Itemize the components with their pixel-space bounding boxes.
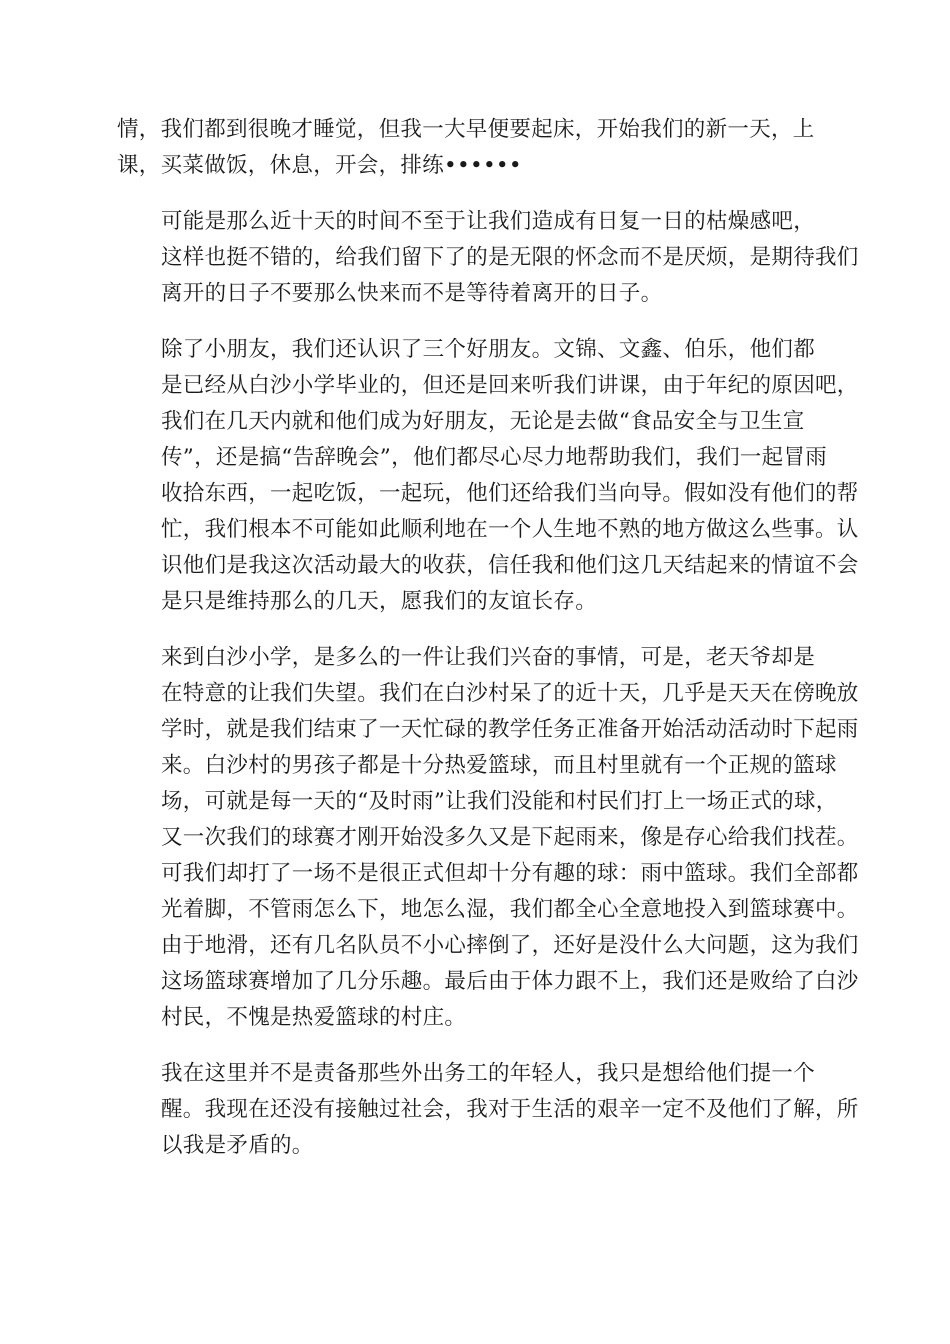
text-line: 以我是矛盾的。 — [161, 1133, 314, 1158]
text-line: 在特意的让我们失望。我们在白沙村呆了的近十天，几乎是天天在傍晚放 — [161, 681, 859, 706]
text-line: 光着脚，不管雨怎么下，地怎么湿，我们都全心全意地投入到篮球赛中。 — [161, 897, 859, 922]
text-line: 村民，不愧是热爱篮球的村庄。 — [161, 1005, 467, 1030]
text-line: 醒。我现在还没有接触过社会，我对于生活的艰辛一定不及他们了解，所 — [161, 1097, 859, 1122]
text-line: 是只是维持那么的几天，愿我们的友谊长存。 — [161, 589, 598, 614]
text-line: 学时，就是我们结束了一天忙碌的教学任务正准备开始活动活动时下起雨 — [161, 717, 859, 742]
text-line: 我们在几天内就和他们成为好朋友，无论是去做“食品安全与卫生宣 — [161, 409, 805, 434]
text-line: 由于地滑，还有几名队员不小心摔倒了，还好是没什么大问题，这为我们 — [161, 933, 859, 958]
text-line: 场，可就是每一天的“及时雨”让我们没能和村民们打上一场正式的球， — [161, 789, 838, 814]
paragraph-3 — [117, 332, 859, 620]
text-line: 来。白沙村的男孩子都是十分热爱篮球，而且村里就有一个正规的篮球 — [161, 753, 837, 778]
text-line: 识他们是我这次活动最大的收获，信任我和他们这几天结起来的情谊不会 — [161, 553, 859, 578]
paragraph-2 — [117, 204, 859, 312]
text-line: 这样也挺不错的，给我们留下了的是无限的怀念而不是厌烦，是期待我们 — [161, 245, 859, 270]
text-line: 来到白沙小学，是多么的一件让我们兴奋的事情，可是，老天爷却是 — [161, 645, 816, 670]
text-line: 情，我们都到很晚才睡觉，但我一大早便要起床，开始我们的新一天，上 — [117, 117, 815, 142]
text-line: 离开的日子不要那么快来而不是等待着离开的日子。 — [161, 281, 663, 306]
paragraph-1 — [117, 112, 837, 184]
paragraph-5 — [117, 1056, 859, 1164]
paragraph-4 — [117, 640, 859, 1036]
text-line: 课，买菜做饭，休息，开会，排练•••••• — [117, 153, 522, 178]
text-line: 可能是那么近十天的时间不至于让我们造成有日复一日的枯燥感吧， — [161, 209, 816, 234]
text-line: 除了小朋友，我们还认识了三个好朋友。文锦、文鑫、伯乐，他们都 — [161, 337, 816, 362]
text-line: 收拾东西，一起吃饭，一起玩，他们还给我们当向导。假如没有他们的帮 — [161, 481, 859, 506]
text-line: 这场篮球赛增加了几分乐趣。最后由于体力跟不上，我们还是败给了白沙 — [161, 969, 859, 994]
text-line: 我在这里并不是责备那些外出务工的年轻人，我只是想给他们提一个 — [161, 1061, 816, 1086]
text-line: 传”，还是搞“告辞晚会”，他们都尽心尽力地帮助我们，我们一起冒雨 — [161, 445, 828, 470]
text-line: 可我们却打了一场不是很正式但却十分有趣的球：雨中篮球。我们全部都 — [161, 861, 859, 886]
text-line: 又一次我们的球赛才刚开始没多久又是下起雨来，像是存心给我们找茬。 — [161, 825, 859, 850]
text-line: 忙，我们根本不可能如此顺利地在一个人生地不熟的地方做这么些事。认 — [161, 517, 859, 542]
document-body — [117, 112, 859, 1184]
text-line: 是已经从白沙小学毕业的，但还是回来听我们讲课，由于年纪的原因吧， — [161, 373, 859, 398]
